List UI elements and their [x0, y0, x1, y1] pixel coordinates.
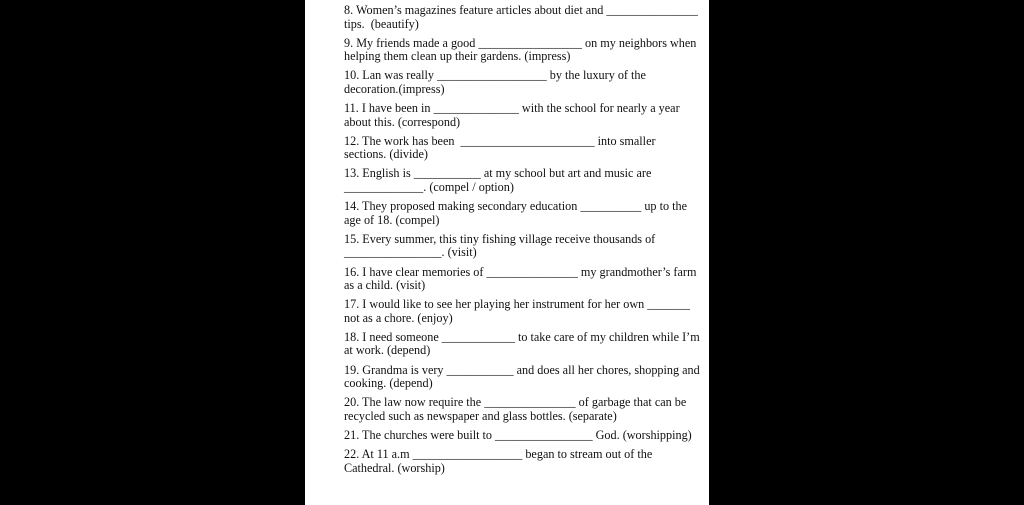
item-line-1: 10. Lan was really __________________ by the luxury of the [344, 68, 646, 83]
item-line-2: recycled such as newspaper and glass bottles. (separate) [344, 408, 617, 423]
item-line-2: about this. (correspond) [344, 114, 461, 129]
exercise-item-11 [344, 102, 700, 129]
item-line-2: age of 18. (compel) [344, 212, 440, 227]
item-line-2: _____________. (compel / option) [344, 180, 514, 195]
item-line-2: as a child. (visit) [344, 278, 426, 293]
item-line-1: 13. English is ___________ at my school but art and music are [344, 166, 652, 181]
item-line-1: 11. I have been in ______________ with the school for nearly a year [344, 101, 680, 116]
item-line-1: 12. The work has been ______________________ into smaller [344, 133, 656, 148]
item-line-2: helping them clean up their gardens. (impress) [344, 49, 571, 64]
item-line-2: ________________. (visit) [344, 245, 477, 260]
exercise-item-19 [344, 364, 700, 391]
item-line-1: 21. The churches were built to ________________ God. (worshipping) [344, 427, 692, 442]
item-line-1: 16. I have clear memories of _______________ my grandmother’s farm [344, 264, 697, 279]
exercise-item-12 [344, 135, 700, 162]
exercise-item-13 [344, 167, 700, 194]
exercise-item-15 [344, 233, 700, 260]
exercise-item-21 [344, 429, 700, 443]
exercise-item-16 [344, 266, 700, 293]
item-line-1: 22. At 11 a.m __________________ began to stream out of the [344, 447, 653, 462]
item-line-2: tips. (beautify) [344, 16, 419, 31]
exercise-item-9 [344, 37, 700, 64]
item-line-1: 20. The law now require the _______________ of garbage that can be [344, 395, 687, 410]
worksheet-page [305, 0, 709, 505]
exercise-item-14 [344, 200, 700, 227]
item-line-2: sections. (divide) [344, 147, 428, 162]
item-line-2: not as a chore. (enjoy) [344, 310, 453, 325]
exercise-item-20 [344, 396, 700, 423]
item-line-1: 9. My friends made a good _________________ on my neighbors when [344, 35, 697, 50]
item-line-2: at work. (depend) [344, 343, 431, 358]
item-line-2: Cathedral. (worship) [344, 460, 445, 475]
exercise-item-18 [344, 331, 700, 358]
exercise-item-22 [344, 448, 700, 475]
item-line-2: decoration.(impress) [344, 81, 445, 96]
item-line-1: 17. I would like to see her playing her instrument for her own _______ [344, 297, 690, 312]
item-line-1: 15. Every summer, this tiny fishing village receive thousands of [344, 231, 656, 246]
exercise-list [344, 4, 700, 481]
exercise-item-8 [344, 4, 700, 31]
exercise-item-17 [344, 298, 700, 325]
item-line-1: 8. Women’s magazines feature articles about diet and _______________ [344, 3, 698, 17]
item-line-1: 19. Grandma is very ___________ and does all her chores, shopping and [344, 362, 700, 377]
item-line-1: 14. They proposed making secondary education __________ up to the [344, 199, 687, 214]
item-line-1: 18. I need someone ____________ to take care of my children while I’m [344, 329, 700, 344]
exercise-item-10 [344, 69, 700, 96]
item-line-2: cooking. (depend) [344, 376, 433, 391]
